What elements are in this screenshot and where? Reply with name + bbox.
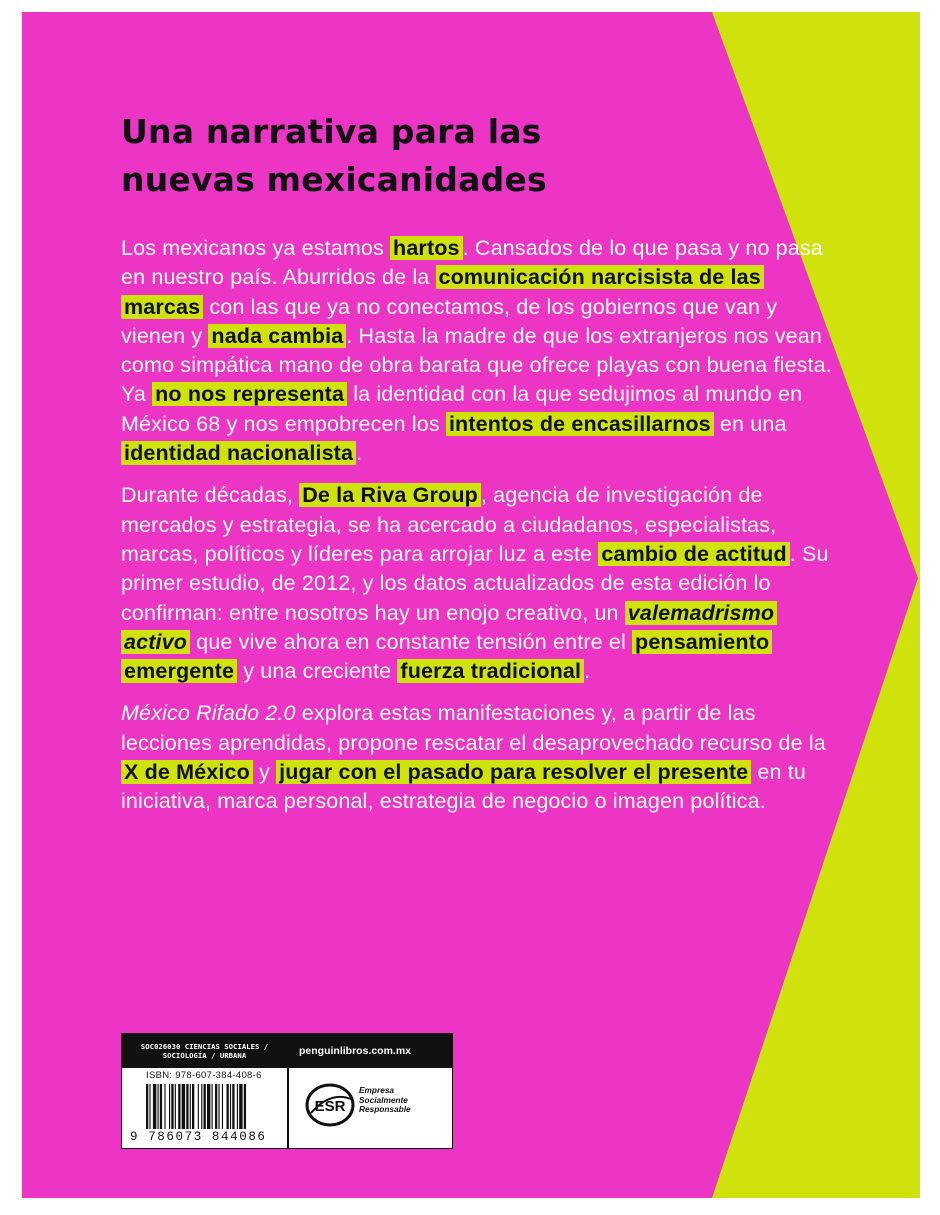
barcode-bar xyxy=(212,1084,213,1129)
barcode-bar xyxy=(175,1084,176,1129)
barcode-bar xyxy=(218,1084,219,1129)
barcode-info-box xyxy=(121,1033,453,1149)
esr-logo-letters: ESR xyxy=(314,1098,346,1115)
barcode-bar xyxy=(227,1084,229,1129)
barcode-bar xyxy=(222,1084,223,1129)
highlight-phrase: X de México xyxy=(121,760,253,784)
highlight-phrase: intentos de encasillarnos xyxy=(446,412,714,436)
barcode-bar xyxy=(237,1084,238,1129)
barcode-bar xyxy=(178,1084,180,1129)
barcode-bar xyxy=(171,1084,173,1129)
publisher-panel xyxy=(289,1034,452,1148)
esr-line-3: Responsable xyxy=(359,1104,411,1114)
text-segment: Durante décadas, xyxy=(121,483,300,508)
text-block xyxy=(121,108,841,817)
barcode-bar xyxy=(186,1084,188,1129)
barcode xyxy=(146,1084,274,1129)
category-line-2: SOCIOLOGÍA / URBANA xyxy=(162,1051,247,1060)
barcode-bar xyxy=(149,1084,150,1129)
barcode-bar xyxy=(239,1084,242,1129)
paragraph-2 xyxy=(121,481,841,686)
barcode-bar xyxy=(230,1084,231,1129)
barcode-bar xyxy=(146,1084,148,1129)
paragraph-1 xyxy=(121,234,841,468)
category-line-1: SOC026030 CIENCIAS SOCIALES / xyxy=(140,1042,269,1051)
text-segment: y una creciente xyxy=(237,659,398,684)
category-label xyxy=(122,1034,287,1068)
barcode-bar xyxy=(153,1084,156,1129)
headline-line-1: Una narrativa para las xyxy=(121,112,542,151)
isbn-label: ISBN: 978-607-384-408-6 xyxy=(146,1070,262,1081)
highlight-phrase: no nos representa xyxy=(152,382,347,406)
barcode-bar xyxy=(182,1084,185,1129)
text-segment: . Su primer estudio, de 2012, y los datos actualizados de esta edición lo confirman: entre nosotros hay un enojo creativo, un xyxy=(121,541,829,625)
barcode-bar xyxy=(190,1084,191,1129)
barcode-bar xyxy=(207,1084,210,1129)
text-segment: . Hasta la madre de que los extranjeros nos vean como simpática mano de obra barata que ofrece playas con buena fiesta. Ya xyxy=(121,323,832,407)
text-segment: y xyxy=(252,760,277,785)
barcode-bar xyxy=(204,1084,206,1129)
website-label: penguinlibros.com.mx xyxy=(289,1034,452,1068)
barcode-bar xyxy=(164,1084,165,1129)
esr-logo-icon xyxy=(305,1083,355,1127)
text-segment: . Cansados de lo que pasa y no pasa en nuestro país. Aburridos de la xyxy=(121,236,823,290)
headline-line-2: nuevas mexicanidades xyxy=(121,160,547,199)
paragraph-3 xyxy=(121,699,841,816)
barcode-bar xyxy=(232,1084,234,1129)
book-title-italic: México Rifado 2.0 xyxy=(121,701,296,726)
barcode-bar xyxy=(215,1084,217,1129)
highlight-phrase: fuerza tradicional xyxy=(397,659,584,683)
text-segment: la identidad con la que sedujimos al mundo en México 68 y nos empobrecen los xyxy=(121,382,803,436)
barcode-bar xyxy=(169,1084,170,1129)
isbn-panel xyxy=(122,1034,289,1148)
text-segment: en tu iniciativa, marca personal, estrategia de negocio o imagen política. xyxy=(121,760,806,814)
barcode-bar xyxy=(201,1084,202,1129)
text-segment: que vive ahora en constante tensión entre el xyxy=(190,629,633,654)
isbn-digits: 9 786073 844086 xyxy=(130,1130,267,1144)
esr-line-2: Socialmente xyxy=(359,1094,408,1105)
barcode-bar xyxy=(198,1084,199,1129)
highlight-phrase: nada cambia xyxy=(208,324,346,348)
barcode-bar xyxy=(160,1084,162,1129)
text-segment: en una xyxy=(713,411,787,436)
highlight-phrase: jugar con el pasado para resolver el presente xyxy=(276,760,751,784)
barcode-bar xyxy=(158,1084,159,1129)
barcode-bar xyxy=(192,1084,194,1129)
highlight-phrase: identidad nacionalista xyxy=(121,441,356,465)
back-cover xyxy=(22,12,920,1198)
barcode-bar xyxy=(244,1084,246,1129)
highlight-phrase: cambio de actitud xyxy=(598,542,789,566)
text-segment: Los mexicanos ya estamos xyxy=(121,236,391,260)
esr-line-1: Empresa xyxy=(359,1085,395,1095)
text-segment: explora estas manifestaciones y, a partir de las lecciones aprendidas, propone rescatar el desaprovechado recurso de la xyxy=(121,701,826,755)
highlight-phrase: pensamiento emergente xyxy=(121,630,772,683)
text-segment: . xyxy=(584,659,591,684)
highlight-phrase-italic: valemadrismo activo xyxy=(121,601,777,654)
headline xyxy=(121,108,841,204)
esr-caption xyxy=(359,1086,411,1115)
text-segment: , agencia de investigación de mercados y estrategia, se ha acercado a ciudadanos, especialistas, marcas, políticos y líderes para arrojar luz a este xyxy=(121,483,777,566)
highlight-phrase: hartos xyxy=(390,236,463,260)
highlight-phrase: comunicación narcisista de las marcas xyxy=(121,265,764,318)
text-segment: . xyxy=(356,441,363,466)
highlight-phrase: De la Riva Group xyxy=(299,483,481,507)
text-segment: con las que ya no conectamos, de los gobiernos que van y vienen y xyxy=(121,294,778,348)
